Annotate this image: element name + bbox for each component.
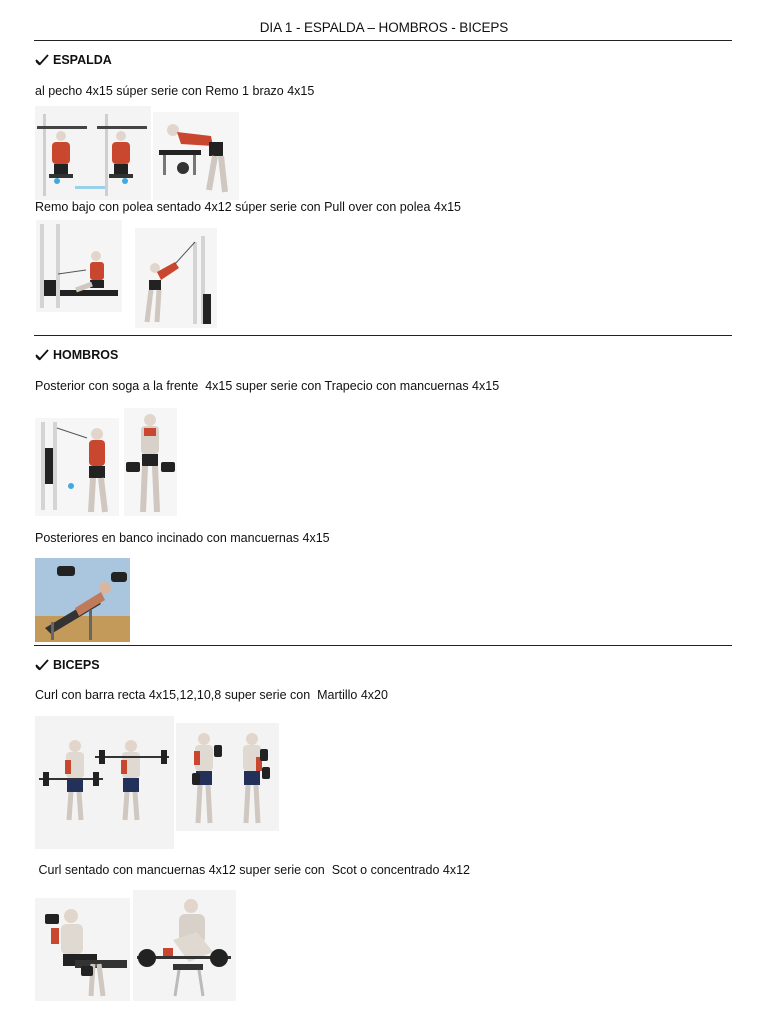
section-title: ESPALDA	[53, 53, 112, 67]
exercise-image-one-arm-row	[153, 112, 239, 200]
exercise-image-seated-cable-row	[36, 220, 122, 312]
section-heading-espalda	[35, 53, 112, 67]
divider	[34, 645, 732, 646]
check-icon	[35, 349, 49, 361]
page-title: DIA 1 - ESPALDA – HOMBROS - BICEPS	[259, 20, 509, 35]
divider	[34, 40, 732, 41]
section-heading-hombros	[35, 348, 118, 362]
exercise-image-dumbbell-shrug	[124, 408, 177, 516]
exercise-image-scott-curl	[133, 890, 236, 1001]
exercise-image-lat-pulldown	[35, 106, 151, 200]
exercise-line: Curl sentado con mancuernas 4x12 super serie con Scot o concentrado 4x12	[35, 863, 470, 877]
exercise-line: Curl con barra recta 4x15,12,10,8 super serie con Martillo 4x20	[35, 688, 388, 702]
section-title: HOMBROS	[53, 348, 119, 362]
exercise-image-rope-face-pull	[35, 418, 119, 516]
exercise-image-incline-rear-delt-raise	[35, 558, 130, 642]
section-heading-biceps	[35, 658, 100, 672]
exercise-line: Posterior con soga a la frente 4x15 super serie con Trapecio con mancuernas 4x15	[35, 379, 500, 393]
check-icon	[35, 54, 49, 66]
section-title: BICEPS	[53, 658, 100, 672]
exercise-image-seated-dumbbell-curl	[35, 898, 130, 1001]
exercise-line: al pecho 4x15 súper serie con Remo 1 brazo 4x15	[35, 84, 315, 98]
divider	[34, 335, 732, 336]
exercise-line: Remo bajo con polea sentado 4x12 súper serie con Pull over con polea 4x15	[35, 200, 461, 214]
check-icon	[35, 659, 49, 671]
exercise-image-barbell-curl	[35, 716, 174, 849]
exercise-line: Posteriores en banco incinado con mancuernas 4x15	[35, 531, 330, 545]
exercise-image-hammer-curl	[176, 723, 279, 831]
exercise-image-cable-pullover	[135, 228, 217, 328]
